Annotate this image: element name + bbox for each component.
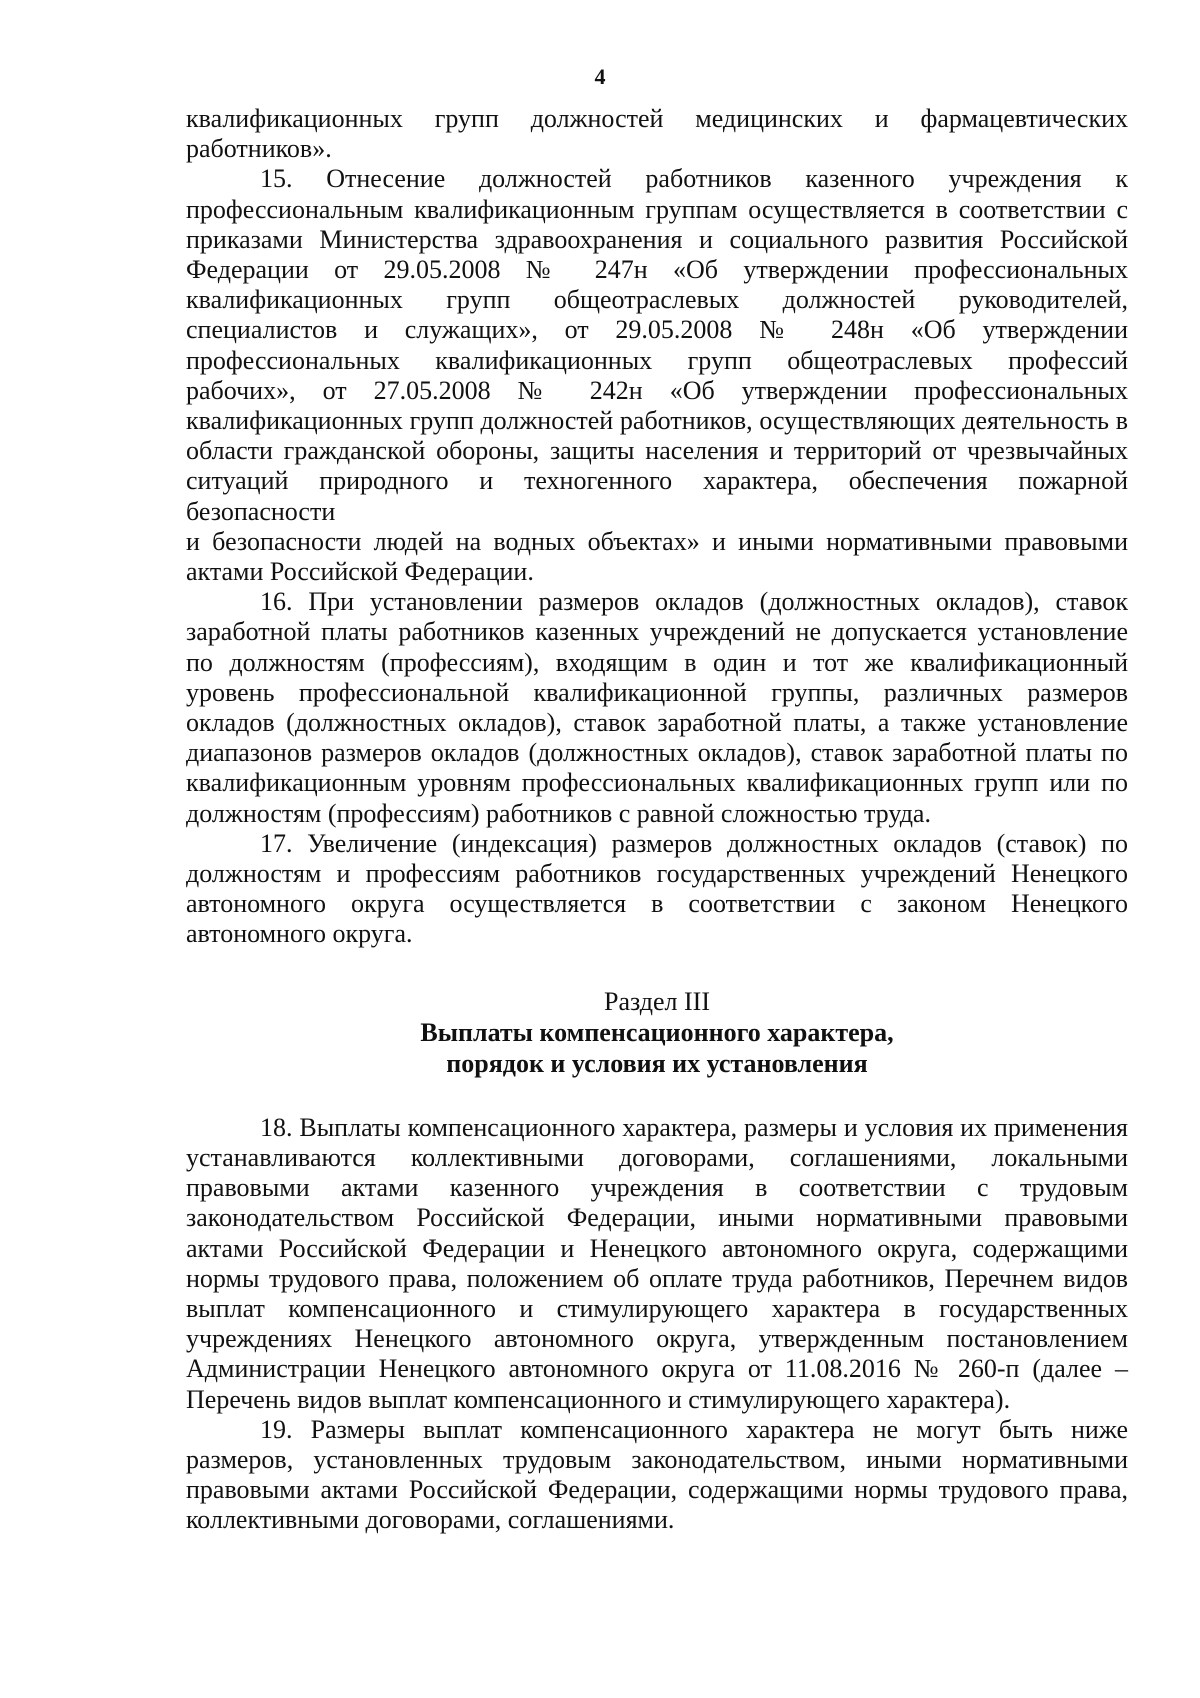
paragraph-15: 15. Отнесение должностей работников казенного учреждения к профессиональным квалификационным группам осуществляется в соответствии с приказами Министерства здравоохранения и социального развития Российской Федерации от 29.05.2008 № 247н «Об утверждении профессиональных квалификационных групп общеотраслевых должностей руководителей, специалистов и служащих», от 29.05.2008 № 248н «Об утверждении профессиональных квалификационных групп общеотраслевых профессий рабочих», от 27.05.2008 № 242н «Об утверждении профессиональных квалификационных групп должностей работников, осуществляющих деятельность в области гражданской обороны, защиты населения и территорий от чрезвычайных ситуаций природного и техногенного характера, обеспечения пожарной безопасности: [186, 164, 1128, 526]
paragraph-16: 16. При установлении размеров окладов (должностных окладов), ставок заработной платы работников казенных учреждений не допускается установление по должностям (профессиям), входящим в один и тот же квалификационный уровень профессиональной квалификационной группы, различных размеров окладов (должностных окладов), ставок заработной платы, а также установление диапазонов размеров окладов (должностных окладов), ставок заработной платы по квалификационным уровням профессиональных квалификационных групп или по должностям (профессиям) работников с равной сложностью труда.: [186, 587, 1128, 828]
section-title-line-2: порядок и условия их установления: [446, 1048, 868, 1078]
paragraph-14-continuation: квалификационных групп должностей медицинских и фармацевтических работников».: [186, 104, 1128, 164]
paragraph-17: 17. Увеличение (индексация) размеров должностных окладов (ставок) по должностям и профессиям работников государственных учреждений Ненецкого автономного округа осуществляется в соответствии с законом Ненецкого автономного округа.: [186, 828, 1128, 949]
section-label: Раздел III: [603, 986, 711, 1016]
section-heading: [186, 986, 1128, 1079]
document-body: [186, 104, 1128, 1536]
section-title-line-1: Выплаты компенсационного характера,: [420, 1017, 894, 1047]
paragraph-18: 18. Выплаты компенсационного характера, размеры и условия их применения устанавливаются коллективными договорами, соглашениями, локальными правовыми актами казенного учреждения в соответствии с трудовым законодательством Российской Федерации, иными нормативными правовыми актами Российской Федерации и Ненецкого автономного округа, содержащими нормы трудового права, положением об оплате труда работников, Перечнем видов выплат компенсационного и стимулирующего характера в государственных учреждениях Ненецкого автономного округа, утвержденным постановлением Администрации Ненецкого автономного округа от 11.08.2016 № 260-п (далее – Перечень видов выплат компенсационного и стимулирующего характера).: [186, 1112, 1128, 1414]
page-number: 4: [594, 64, 606, 89]
paragraph-15-continuation: и безопасности людей на водных объектах» и иными нормативными правовыми актами Российской Федерации.: [186, 526, 1128, 587]
paragraph-19: 19. Размеры выплат компенсационного характера не могут быть ниже размеров, установленных трудовым законодательством, иными нормативными правовыми актами Российской Федерации, содержащими нормы трудового права, коллективными договорами, соглашениями.: [186, 1414, 1128, 1535]
